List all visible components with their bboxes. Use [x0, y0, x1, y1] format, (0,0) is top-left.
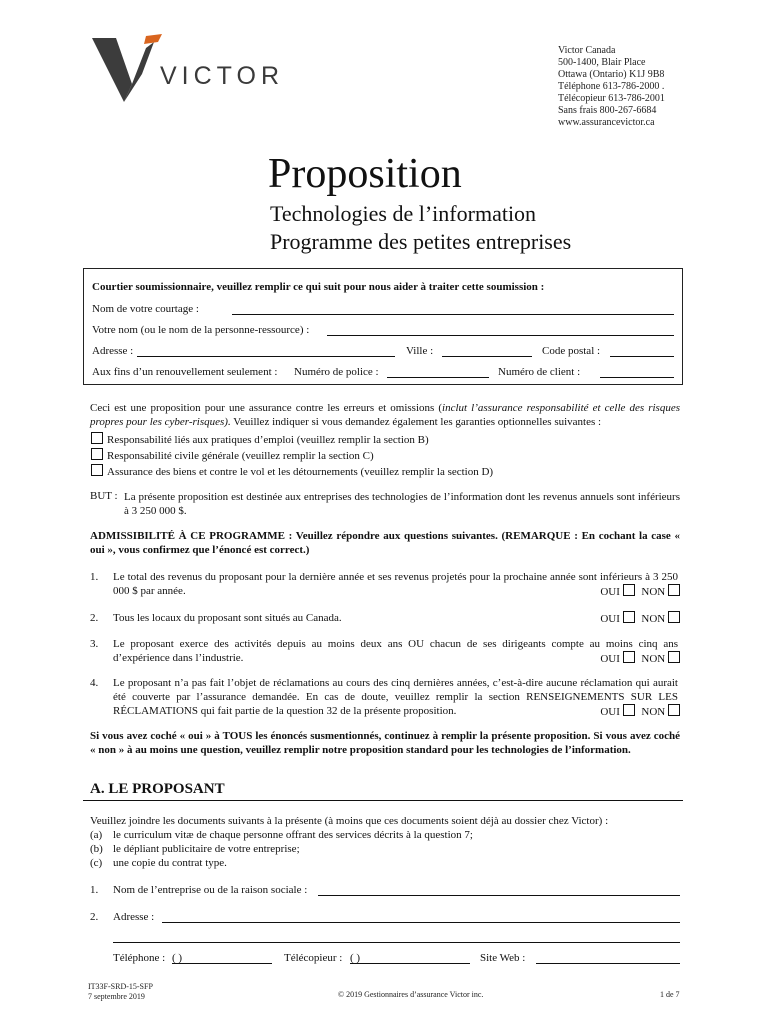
page-title: Proposition	[268, 151, 462, 197]
option-epl-checkbox[interactable]	[91, 432, 103, 444]
eligibility-question-4	[90, 676, 680, 720]
option-cgl-checkbox[interactable]	[91, 448, 103, 460]
phone-label: Téléphone :	[113, 952, 166, 964]
city-field[interactable]	[442, 356, 532, 357]
q1-no-checkbox[interactable]	[668, 584, 680, 596]
intro-paragraph	[90, 401, 680, 429]
copyright: © 2019 Gestionnaires d’assurance Victor inc.	[338, 990, 484, 999]
question-number: 2.	[90, 612, 99, 624]
intro-text: Ceci est une proposition pour une assurance contre les erreurs et omissions (	[90, 402, 443, 414]
section-a-intro: Veuillez joindre les documents suivants à la présente (à moins que ces documents soient déjà au dossier chez Victor) :	[90, 815, 609, 827]
intro-text-end: Veuillez indiquer si vous demandez également les garanties optionnelles suivantes :	[230, 416, 602, 428]
q3-yes-checkbox[interactable]	[623, 651, 635, 663]
address-line: Ottawa (Ontario) K1J 9B8	[558, 69, 665, 80]
policy-number-label: Numéro de police :	[294, 366, 379, 378]
section-a-title: A. LE PROPOSANT	[90, 781, 225, 797]
phone-field[interactable]	[172, 963, 272, 964]
address-line: 500-1400, Blair Place	[558, 57, 646, 68]
company-name-label: Nom de l’entreprise ou de la raison sociale :	[113, 884, 308, 896]
doc-item	[90, 843, 300, 856]
q2-number: 2.	[90, 911, 99, 923]
yes-no-group	[600, 704, 680, 719]
doc-letter: (c)	[90, 857, 103, 869]
intro-italic-text: inclut l’assurance responsabilité et celle des risques propres pour les cyber-risques).	[90, 402, 680, 428]
broker-box-heading: Courtier soumissionnaire, veuillez remplir ce qui suit pour nous aider à traiter cette soumission :	[92, 281, 545, 293]
doc-text: une copie du contrat type.	[113, 857, 227, 869]
page-number: 1 de 7	[660, 990, 680, 999]
city-label: Ville :	[406, 345, 434, 357]
no-label: NON	[641, 706, 666, 718]
eligibility-question-3	[90, 637, 680, 667]
yes-label: OUI	[600, 706, 620, 718]
logo-wordmark: VICTOR	[160, 62, 284, 90]
broker-info-box	[83, 268, 683, 385]
postal-code-field[interactable]	[610, 356, 674, 357]
applicant-address-field[interactable]	[162, 922, 680, 923]
brokerage-label: Nom de votre courtage :	[92, 303, 199, 315]
but-text: La présente proposition est destinée aux entreprises des technologies de l’information dont les revenus annuels sont inférieurs à 3 250 000 $.	[124, 491, 680, 517]
option-label: Responsabilité civile générale (veuillez remplir la section C)	[107, 450, 374, 462]
eligibility-heading: ADMISSIBILITÉ À CE PROGRAMME : Veuillez répondre aux questions suivantes. (REMARQUE : En cochant la case « oui », vous confirmez que l’énoncé est correct.)	[90, 530, 680, 556]
client-number-label: Numéro de client :	[498, 366, 581, 378]
victor-v-mark-icon	[88, 34, 168, 106]
website-label: Site Web :	[480, 952, 526, 964]
doc-letter: (a)	[90, 829, 103, 841]
yes-no-group	[600, 584, 680, 599]
but-label: BUT :	[90, 490, 118, 502]
eligibility-question-2	[90, 611, 680, 627]
q1-number: 1.	[90, 884, 99, 896]
yes-label: OUI	[600, 586, 620, 598]
option-label: Responsabilité liés aux pratiques d’emploi (veuillez remplir la section B)	[107, 434, 429, 446]
address-line: Sans frais 800-267-6684	[558, 105, 657, 116]
yes-no-group	[600, 611, 680, 626]
eligibility-question-1	[90, 570, 680, 600]
option-cgl[interactable]	[91, 448, 374, 463]
question-text: Le total des revenus du proposant pour la dernière année et ses revenus projetés pour la prochaine année sont inférieurs à 3 250 000 $ par année.	[113, 571, 678, 597]
subtitle-it: Technologies de l’information	[270, 201, 537, 226]
form-date: 7 septembre 2019	[88, 992, 145, 1001]
address-line: Télécopieur 613-786-2001	[558, 93, 665, 104]
renewal-label: Aux fins d’un renouvellement seulement :	[92, 366, 278, 378]
phone-area-code: ( )	[172, 952, 183, 964]
address-field[interactable]	[137, 356, 395, 357]
doc-item	[90, 829, 473, 842]
q2-yes-checkbox[interactable]	[623, 611, 635, 623]
address-line: Victor Canada	[558, 45, 616, 56]
applicant-address-field-2[interactable]	[113, 942, 680, 943]
yes-no-group	[600, 651, 680, 666]
doc-item	[90, 857, 227, 870]
postal-code-label: Code postal :	[542, 345, 601, 357]
question-number: 1.	[90, 571, 99, 583]
option-property-checkbox[interactable]	[91, 464, 103, 476]
section-a-divider	[83, 800, 683, 801]
address-line: www.assurancevictor.ca	[558, 117, 655, 128]
yes-label: OUI	[600, 613, 620, 625]
option-label: Assurance des biens et contre le vol et les détournements (veuillez remplir la section D)	[107, 466, 494, 478]
your-name-field[interactable]	[327, 335, 674, 336]
question-number: 3.	[90, 638, 99, 650]
question-text: Le proposant exerce des activités depuis au moins deux ans OU chacun de ses dirigeants compte au moins cinq ans d’expérience dans l’industrie.	[113, 638, 678, 664]
q3-no-checkbox[interactable]	[668, 651, 680, 663]
fax-area-code: ( )	[350, 952, 361, 964]
victor-logo	[88, 34, 284, 106]
fax-label: Télécopieur :	[284, 952, 343, 964]
fax-field[interactable]	[350, 963, 470, 964]
company-address	[558, 45, 665, 129]
doc-letter: (b)	[90, 843, 103, 855]
policy-number-field[interactable]	[387, 377, 489, 378]
brokerage-field[interactable]	[232, 314, 674, 315]
q4-yes-checkbox[interactable]	[623, 704, 635, 716]
eligibility-conclusion: Si vous avez coché « oui » à TOUS les énoncés susmentionnés, continuez à remplir la présente proposition. Si vous avez coché « non » à au moins une question, veuillez remplir notre proposition standard pour les technologies de l’information.	[90, 730, 680, 756]
applicant-address-label: Adresse :	[113, 911, 155, 923]
address-label: Adresse :	[92, 345, 134, 357]
option-epl[interactable]	[91, 432, 429, 447]
no-label: NON	[641, 586, 666, 598]
website-field[interactable]	[536, 963, 680, 964]
address-line: Téléphone 613-786-2000 .	[558, 81, 665, 92]
doc-text: le curriculum vitæ de chaque personne offrant des services décrits à la question 7;	[113, 829, 473, 841]
subtitle-program: Programme des petites entreprises	[270, 229, 572, 254]
question-number: 4.	[90, 677, 99, 689]
q4-no-checkbox[interactable]	[668, 704, 680, 716]
your-name-label: Votre nom (ou le nom de la personne-ressource) :	[92, 324, 310, 336]
no-label: NON	[641, 613, 666, 625]
question-text: Le proposant n’a pas fait l’objet de réclamations au cours des cinq dernières années, c’est-à-dire aucune réclamation qui aurait été couverte par l’assurance demandée. En cas de doute, veuillez remplir la section RENSEIGNEMENTS SUR LES RÉCLAMATIONS qui fait partie de la question 32 de la présente proposition.	[113, 677, 678, 717]
option-property[interactable]	[91, 464, 493, 479]
no-label: NON	[641, 653, 666, 665]
company-name-field[interactable]	[318, 895, 680, 896]
client-number-field[interactable]	[600, 377, 674, 378]
q1-yes-checkbox[interactable]	[623, 584, 635, 596]
doc-text: le dépliant publicitaire de votre entreprise;	[113, 843, 300, 855]
q2-no-checkbox[interactable]	[668, 611, 680, 623]
yes-label: OUI	[600, 653, 620, 665]
form-code: IT33F-SRD-15-SFP	[88, 982, 153, 991]
question-text: Tous les locaux du proposant sont situés au Canada.	[113, 612, 342, 624]
